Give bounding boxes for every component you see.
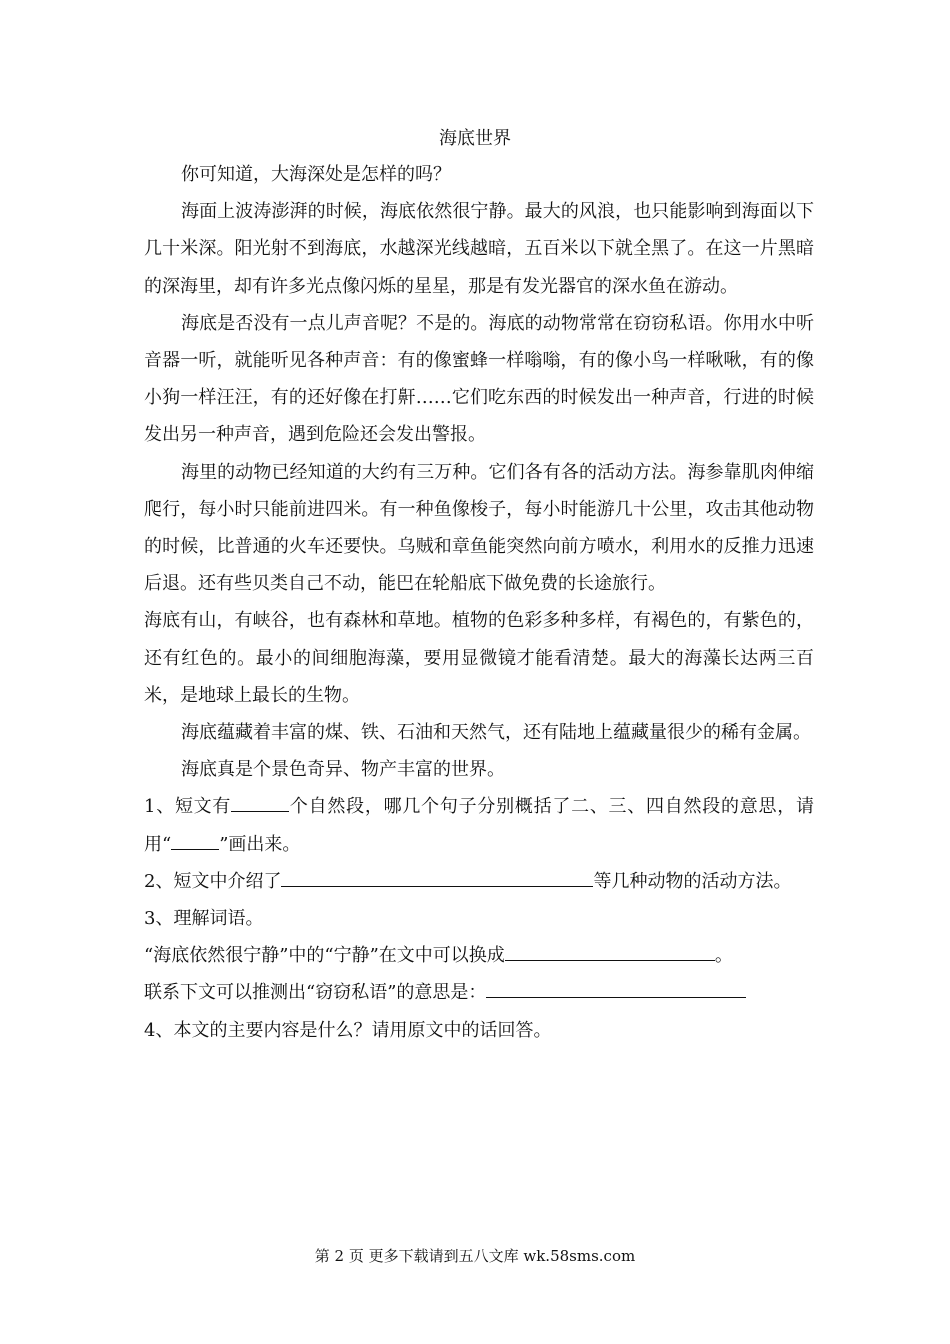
question-1-text-b: 个自然段，哪几个句子分别概括了二、三、四自然段的意思，请用“	[144, 796, 814, 855]
question-1-text-a: 1、短文有	[144, 796, 232, 818]
page-footer: 第 2 页 更多下载请到五八文库 wk.58sms.com	[314, 1247, 636, 1265]
answer-blank-animals[interactable]	[281, 867, 593, 887]
article-body	[144, 156, 814, 1049]
question-4: 4、本文的主要内容是什么？请用原文中的话回答。	[144, 1019, 552, 1041]
question-3: 3、理解词语。	[144, 908, 264, 930]
answer-blank-paragraph-count[interactable]	[231, 793, 289, 813]
answer-blank-synonym[interactable]	[505, 941, 715, 961]
paragraph-5: 海底有山，有峡谷，也有森林和草地。植物的色彩多种多样，有褐色的，有紫色的，还有红色的。最小的间细胞海藻，要用显微镜才能看清楚。最大的海藻长达两三百米，是地球上最长的生物。	[144, 610, 814, 706]
question-3-item-2	[144, 974, 814, 1011]
question-2-text-a: 2、短文中介绍了	[144, 870, 282, 892]
answer-blank-meaning[interactable]	[486, 979, 746, 999]
paragraph-6: 海底蕴藏着丰富的煤、铁、石油和天然气，还有陆地上蕴藏量很少的稀有金属。	[181, 722, 811, 744]
page-title: 海底世界	[439, 128, 511, 149]
question-3-item-1-text: “海底依然很宁静”中的“宁静”在文中可以换成	[144, 945, 505, 967]
paragraph-4: 海里的动物已经知道的大约有三万种。它们各有各的活动方法。海参靠肌肉伸缩爬行，每小时只能前进四米。有一种鱼像梭子，每小时能游几十公里，攻击其他动物的时候，比普通的火车还要快。乌贼和章鱼能突然向前方喷水，利用水的反推力迅速后退。还有些贝类自己不动，能巴在轮船底下做免费的长途旅行。	[144, 461, 814, 595]
question-2-text-b: 等几种动物的活动方法。	[593, 870, 792, 892]
paragraph-3: 海底是否没有一点儿声音呢？不是的。海底的动物常常在窃窃私语。你用水中听音器一听，就能听见各种声音：有的像蜜蜂一样嗡嗡，有的像小鸟一样啾啾，有的像小狗一样汪汪，有的还好像在打鼾……它们吃东西的时候发出一种声音，行进的时候发出另一种声音，遇到危险还会发出警报。	[144, 312, 814, 446]
paragraph-2: 海面上波涛澎湃的时候，海底依然很宁静。最大的风浪，也只能影响到海面以下几十米深。阳光射不到海底，水越深光线越暗，五百米以下就全黑了。在这一片黑暗的深海里，却有许多光点像闪烁的星星，那是有发光器官的深水鱼在游动。	[144, 201, 814, 297]
paragraph-7: 海底真是个景色奇异、物产丰富的世界。	[181, 759, 505, 781]
underline-sample-blank	[171, 830, 219, 850]
question-1	[144, 788, 814, 862]
question-2	[144, 863, 814, 900]
paragraph-1: 你可知道，大海深处是怎样的吗？	[181, 164, 451, 185]
question-1-text-c: ”画出来。	[219, 833, 301, 855]
question-3-item-1-end: 。	[714, 945, 733, 967]
question-3-item-2-text: 联系下文可以推测出“窃窃私语”的意思是：	[144, 982, 487, 1004]
question-3-item-1	[144, 937, 814, 974]
